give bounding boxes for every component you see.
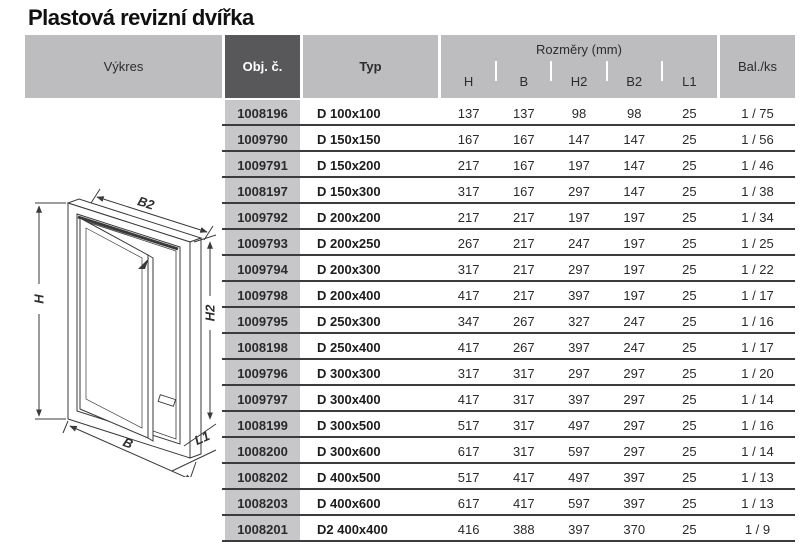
cell-bal-ks: 1 / 16 [741,417,774,433]
cell-dim-b2: 247 [623,339,646,355]
cell-dim-l1: 25 [682,339,697,355]
cell-drawing-spacer [25,308,222,334]
header-dimensions-group [441,35,717,98]
header-dim-l1: L1 [662,64,717,98]
cell-obj-number: 1008197 [225,178,300,204]
cell-dim-l1: 25 [682,261,697,277]
cell-dim-b2: 297 [623,365,646,381]
cell-dim-h2: 197 [568,209,590,225]
cell-bal-ks: 1 / 9 [744,521,771,537]
header-rozmery: Rozměry (mm) [536,42,622,57]
cell-dim-h: 416 [457,521,480,537]
cell-dim-b: 217 [512,261,535,277]
cell-dim-b: 217 [512,209,535,225]
cell-dim-h: 167 [457,131,480,147]
dim-label-b2: B2 [135,193,157,213]
page-title: Plastová revizní dvířka [28,5,254,30]
cell-obj-number: 1009792 [225,204,300,230]
cell-dim-h: 417 [457,287,480,303]
cell-dim-h: 317 [457,261,480,277]
cell-drawing-spacer [25,100,222,126]
cell-obj-number: 1009796 [225,360,300,386]
cell-dim-b2: 147 [623,131,646,147]
table-row [25,152,795,178]
cell-drawing-spacer [25,334,222,360]
cell-obj-number: 1009797 [225,386,300,412]
header-dim-h: H [463,73,474,89]
cell-dim-h: 347 [457,313,480,329]
cell-dimensions [441,282,717,308]
cell-dim-l1: 25 [682,287,697,303]
cell-dim-b: 317 [512,365,535,381]
cell-obj-number: 1009791 [225,152,300,178]
table-row [25,360,795,386]
cell-dim-b2: 297 [623,443,646,459]
cell-dim-b2: 98 [626,105,642,121]
cell-obj-number: 1009794 [225,256,300,282]
cell-dim-b2: 147 [623,183,646,199]
cell-dim-l1: 25 [682,131,697,147]
cell-dimensions [441,100,717,126]
cell-type: D 400x500 [317,469,381,485]
cell-obj-number: 1009798 [225,282,300,308]
cell-dim-b2: 370 [623,521,646,537]
cell-bal-ks: 1 / 25 [741,235,774,251]
cell-dimensions [441,516,717,542]
cell-bal-ks: 1 / 46 [741,157,774,173]
cell-bal-ks: 1 / 22 [741,261,774,277]
cell-obj-number: 1008201 [225,516,300,542]
cell-type: D 300x500 [317,417,381,433]
cell-drawing-spacer [25,464,222,490]
cell-dim-l1: 25 [682,183,697,199]
cell-dim-h: 417 [457,391,480,407]
cell-bal-ks: 1 / 56 [741,131,774,147]
table-header [25,35,795,98]
table-row [25,464,795,490]
header-bal-ks: Bal./ks [720,35,795,98]
cell-dim-b: 137 [512,105,535,121]
dim-label-b: B [120,434,136,452]
cell-dim-h2: 397 [568,521,590,537]
cell-dimensions [441,438,717,464]
header-typ: Typ [303,35,438,98]
cell-dim-b: 317 [512,443,535,459]
cell-dim-l1: 25 [682,417,697,433]
cell-dim-b: 217 [512,287,535,303]
cell-bal-ks: 1 / 14 [741,443,774,459]
cell-dim-h: 617 [457,443,480,459]
cell-dimensions [441,152,717,178]
cell-dim-b: 167 [512,157,535,173]
table-row [25,230,795,256]
cell-drawing-spacer [25,152,222,178]
cell-obj-number: 1008196 [225,100,300,126]
table-row [25,334,795,360]
cell-bal-ks: 1 / 14 [741,391,774,407]
cell-dim-l1: 25 [682,469,697,485]
cell-obj-number: 1008199 [225,412,300,438]
cell-obj-number: 1008202 [225,464,300,490]
cell-dimensions [441,334,717,360]
table-row [25,100,795,126]
cell-type: D 200x250 [317,235,381,251]
cell-dimensions [441,178,717,204]
table-row [25,308,795,334]
cell-type: D 250x400 [317,339,381,355]
cell-dim-h: 317 [457,365,480,381]
cell-dim-b: 267 [512,339,535,355]
cell-drawing-spacer [25,386,222,412]
cell-dim-h: 417 [457,339,480,355]
cell-dim-b2: 247 [623,313,646,329]
cell-dim-h: 517 [457,417,480,433]
cell-drawing-spacer [25,230,222,256]
cell-type: D 200x400 [317,287,381,303]
cell-type: D 250x300 [317,313,381,329]
cell-dim-b: 417 [512,469,535,485]
cell-dim-h2: 327 [568,313,590,329]
cell-drawing-spacer [25,438,222,464]
table-row [25,256,795,282]
cell-dim-b2: 147 [623,157,646,173]
cell-obj-number: 1009793 [225,230,300,256]
cell-dim-b2: 297 [623,391,646,407]
cell-dim-h: 617 [457,495,480,511]
cell-dim-h2: 397 [568,391,590,407]
cell-dim-b: 317 [512,417,535,433]
header-obj-number: Obj. č. [225,35,300,98]
cell-dim-b2: 197 [623,261,646,277]
cell-dimensions [441,204,717,230]
table-row [25,516,795,542]
cell-dimensions [441,230,717,256]
cell-dim-b: 417 [512,495,535,511]
cell-bal-ks: 1 / 17 [741,287,774,303]
cell-dim-h2: 297 [568,365,590,381]
cell-dim-l1: 25 [682,157,697,173]
product-table [25,35,795,542]
cell-dim-b2: 397 [623,469,646,485]
cell-dim-b: 167 [512,183,535,199]
cell-dim-b2: 297 [623,417,646,433]
dim-label-h: H [31,294,47,304]
cell-bal-ks: 1 / 20 [741,365,774,381]
cell-type: D 150x150 [317,131,381,147]
header-dim-h2: H2 [551,64,606,98]
cell-type: D 200x300 [317,261,381,277]
table-body [25,100,795,542]
cell-type: D 300x400 [317,391,381,407]
cell-dim-l1: 25 [682,391,697,407]
cell-dim-l1: 25 [682,105,697,121]
cell-dim-l1: 25 [682,521,697,537]
cell-dimensions [441,464,717,490]
cell-dimensions [441,412,717,438]
cell-type: D 200x200 [317,209,381,225]
cell-dim-l1: 25 [682,495,697,511]
cell-dimensions [441,490,717,516]
cell-dim-h2: 98 [571,105,587,121]
cell-type: D 400x600 [317,495,381,511]
table-row [25,126,795,152]
cell-dim-b2: 197 [623,287,646,303]
cell-drawing-spacer [25,282,222,308]
cell-bal-ks: 1 / 13 [741,469,774,485]
cell-dim-h: 517 [457,469,480,485]
cell-bal-ks: 1 / 13 [741,495,774,511]
cell-drawing-spacer [25,178,222,204]
cell-dim-h2: 597 [568,495,590,511]
cell-bal-ks: 1 / 17 [741,339,774,355]
cell-drawing-spacer [25,204,222,230]
cell-bal-ks: 1 / 38 [741,183,774,199]
header-vykres: Výkres [25,35,222,98]
cell-drawing-spacer [25,490,222,516]
table-row [25,386,795,412]
table-row [25,178,795,204]
cell-dim-h2: 297 [568,261,590,277]
cell-drawing-spacer [25,360,222,386]
dim-label-l1: L1 [192,428,212,448]
header-dim-b: B [496,64,551,98]
cell-dim-b2: 197 [623,209,646,225]
dimension-subheaders [441,64,717,98]
cell-type: D 300x300 [317,365,381,381]
cell-dim-h2: 497 [568,469,590,485]
cell-bal-ks: 1 / 34 [741,209,774,225]
cell-dimensions [441,386,717,412]
cell-drawing-spacer [25,516,222,542]
cell-dim-h: 137 [457,105,480,121]
cell-dimensions [441,360,717,386]
cell-dim-h2: 197 [568,157,590,173]
cell-dim-b: 388 [512,521,535,537]
cell-dim-b: 317 [512,391,535,407]
cell-obj-number: 1009790 [225,126,300,152]
cell-dim-b: 267 [512,313,535,329]
cell-dim-h: 267 [457,235,480,251]
cell-dim-l1: 25 [682,209,697,225]
cell-drawing-spacer [25,126,222,152]
cell-dim-h2: 397 [568,339,590,355]
cell-obj-number: 1008198 [225,334,300,360]
cell-drawing-spacer [25,412,222,438]
cell-dim-b: 217 [512,235,535,251]
cell-dimensions [441,256,717,282]
cell-bal-ks: 1 / 16 [741,313,774,329]
cell-type: D2 400x400 [317,521,388,537]
cell-dim-h: 217 [457,209,480,225]
cell-dim-l1: 25 [682,365,697,381]
cell-obj-number: 1008200 [225,438,300,464]
cell-dimensions [441,126,717,152]
cell-dim-h2: 597 [568,443,590,459]
cell-dim-b: 167 [512,131,535,147]
table-row [25,204,795,230]
cell-dim-h: 217 [457,157,480,173]
cell-drawing-spacer [25,256,222,282]
cell-type: D 100x100 [317,105,381,121]
cell-dim-h2: 147 [568,131,590,147]
cell-type: D 150x300 [317,183,381,199]
cell-dim-l1: 25 [682,443,697,459]
table-row [25,438,795,464]
cell-dim-h2: 497 [568,417,590,433]
table-row [25,490,795,516]
cell-dim-b2: 197 [623,235,646,251]
cell-type: D 150x200 [317,157,381,173]
dim-label-h2: H2 [202,304,218,322]
table-row [25,282,795,308]
cell-dim-h2: 297 [568,183,590,199]
cell-dim-l1: 25 [682,235,697,251]
table-row [25,412,795,438]
cell-dim-l1: 25 [682,313,697,329]
cell-dim-b2: 397 [623,495,646,511]
cell-dim-h2: 247 [568,235,590,251]
header-dim-b2: B2 [607,64,662,98]
cell-type: D 300x600 [317,443,381,459]
cell-dim-h: 317 [457,183,480,199]
cell-obj-number: 1009795 [225,308,300,334]
cell-obj-number: 1008203 [225,490,300,516]
cell-dimensions [441,308,717,334]
cell-dim-h2: 397 [568,287,590,303]
cell-bal-ks: 1 / 75 [741,105,774,121]
